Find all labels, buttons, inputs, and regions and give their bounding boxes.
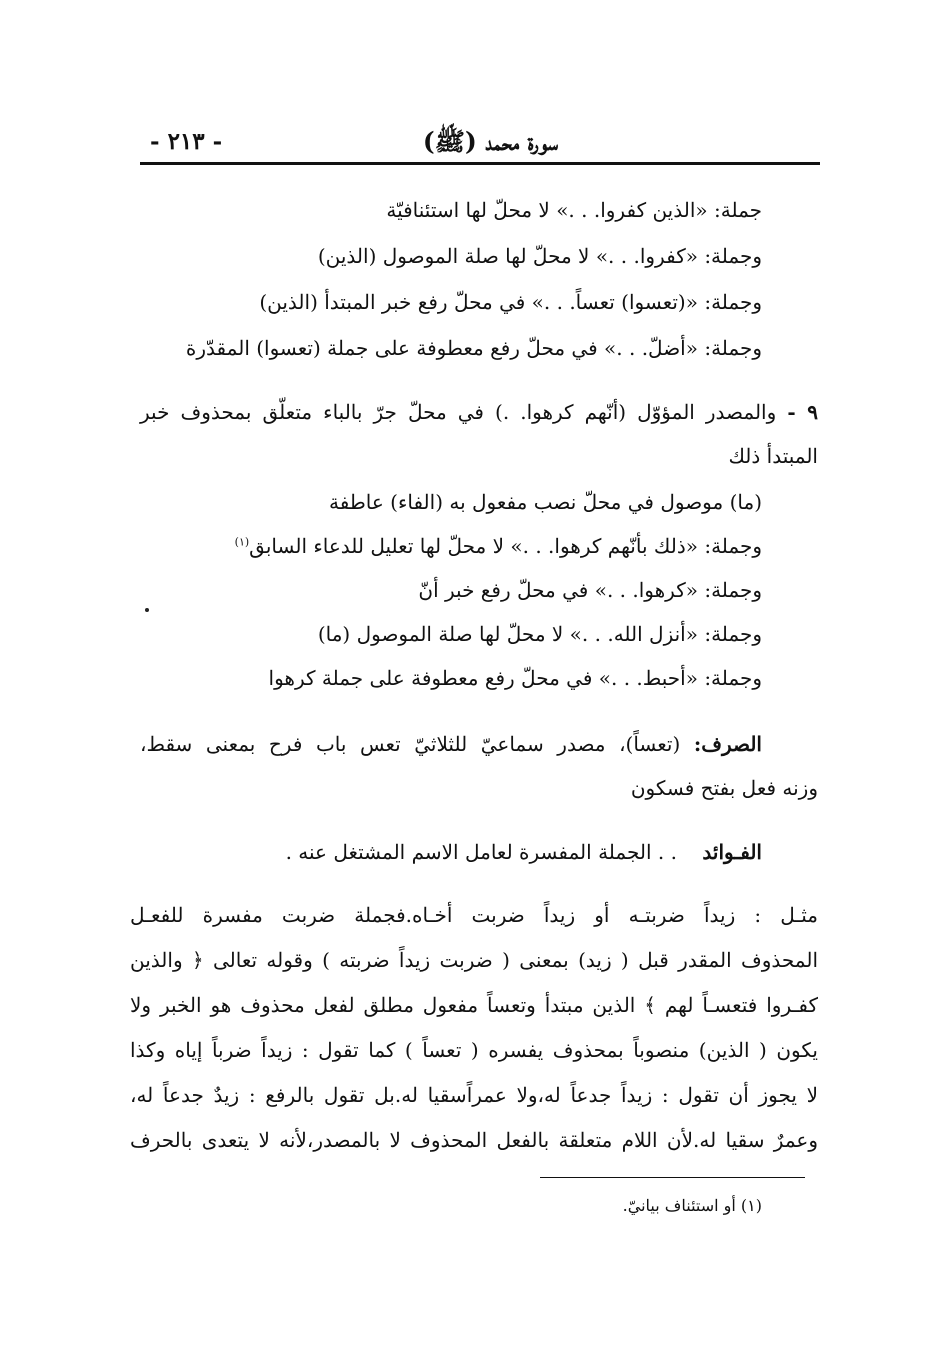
footnote: (١) أو استئناف بيانيّ.	[622, 1196, 762, 1215]
item-text-continued: المبتدأ ذلك	[728, 444, 818, 468]
paragraph-line: مثـل : زيداً ضربتـه أو زيداً ضربت أخـاه.فجملة ضربت مفسرة للفعـل	[130, 903, 818, 927]
footnote-reference: (١)	[234, 535, 250, 549]
fawaid-line	[286, 842, 762, 862]
sarf-label: الصرف:	[693, 732, 762, 756]
page-header	[140, 122, 820, 162]
paragraph-line: لا يجوز أن تقول : زيداً جدعاً له،ولا عمراًسقيا له.بل تقول بالرفع : زيدٌ جدعاً له،	[130, 1083, 818, 1107]
item-text: والمصدر المؤوّل (أنّهم كرهوا. .) في محلّ جرّ بالباء متعلّق بمحذوف خبر	[140, 400, 777, 424]
paragraph-line: كفـروا فتعسـاً لهم ﴾ الذين مبتدأ وتعساً مفعول مطلق لفعل محذوف هو الخبر ولا	[130, 993, 818, 1017]
header-divider	[140, 162, 820, 165]
irab-line: (ما) موصول في محلّ نصب مفعول به (الفاء) عاطفة	[329, 490, 762, 514]
paragraph-line: وعمرٌ سقيا له.لأن اللام متعلقة بالفعل المحذوف لا بالمصدر،لأنه لا يتعدى بالحرف	[130, 1128, 818, 1152]
irab-line-text: وجملة: «ذلك بأنّهم كرهوا. . .» لا محلّ لها تعليل للدعاء السابق	[249, 534, 762, 558]
sarf-text-continued: وزنه فعل بفتح فسكون	[630, 776, 818, 800]
fawaid-text: . . الجملة المفسرة لعامل الاسم المشتغل عنه .	[285, 840, 677, 864]
irab-line: جملة: «الذين كفروا. . .» لا محلّ لها استئنافيّة	[386, 198, 762, 222]
irab-line: وجملة: «أحبط. . .» في محلّ رفع معطوفة على جملة كرهوا	[268, 666, 762, 690]
irab-line	[235, 536, 762, 556]
footnote-divider	[540, 1177, 805, 1178]
numbered-item	[140, 402, 818, 422]
sarf-text: (تعساً)، مصدر سماعيّ للثلاثيّ تعس باب فرح بمعنى سقط،	[140, 732, 681, 756]
fawaid-label: الفـوائد	[702, 840, 762, 864]
stray-dot	[145, 608, 149, 612]
explanation-paragraph	[130, 893, 818, 1163]
irab-line: وجملة: «كفروا. . .» لا محلّ لها صلة الموصول (الذين)	[317, 244, 762, 268]
irab-line: وجملة: «كرهوا. . .» في محلّ رفع خبر أنّ	[418, 578, 762, 602]
irab-line: وجملة: «أنزل الله. . .» لا محلّ لها صلة الموصول (ما)	[317, 622, 762, 646]
item-number: ٩ -	[787, 400, 819, 424]
paragraph-line: المحذوف المقدر قبل ( زيد) بمعنى ( ضربت زيداً ضربته ) وقوله تعالى ﴿ والذين	[130, 948, 818, 972]
sarf-line	[140, 734, 762, 754]
irab-line: وجملة: «أضلّ. . .» في محلّ رفع معطوفة على جملة (تعسوا) المقدّرة	[185, 336, 762, 360]
page-number: - ٢١٣ -	[150, 128, 223, 155]
irab-line: وجملة: «(تعسوا) تعساً. . .» في محلّ رفع خبر المبتدأ (الذين)	[259, 290, 762, 314]
paragraph-line: يكون ( الذين) منصوباً بمحذوف يفسره ( تعساً ) كما تقول : زيداً ضرباً إياه وكذا	[130, 1038, 818, 1062]
surah-title: سورة محمد (ﷺ)	[422, 127, 558, 156]
